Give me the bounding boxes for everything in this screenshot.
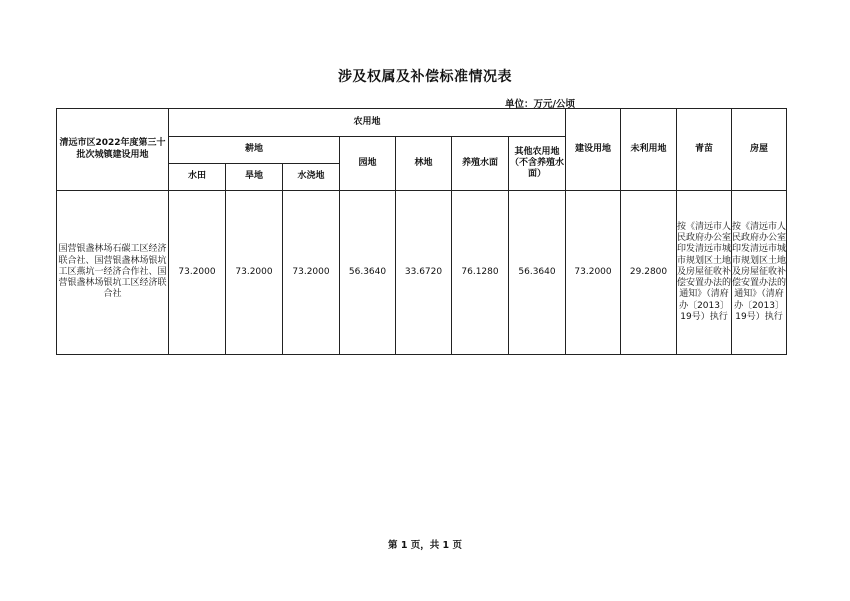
compensation-table	[56, 108, 787, 355]
unused-value: 29.2800	[621, 191, 677, 355]
aquaculture-header: 养殖水面	[452, 137, 509, 191]
unit-label: 单位：万元/公顷	[505, 99, 575, 110]
unused-land-header: 未利用地	[621, 109, 677, 191]
crops-header: 青苗	[677, 109, 732, 191]
houses-header: 房屋	[732, 109, 787, 191]
aquaculture-value: 76.1280	[452, 191, 509, 355]
garden-header: 园地	[340, 137, 396, 191]
agricultural-land-header: 农用地	[169, 109, 566, 137]
orgs-cell: 国营银盏林场石碳工区经济联合社、国营银盏林场银坑工区燕坑一经济合作社、国营银盏林场银坑工区经济联合社	[57, 191, 169, 355]
forest-header: 林地	[396, 137, 452, 191]
forest-value: 33.6720	[396, 191, 452, 355]
other-agri-value: 56.3640	[509, 191, 566, 355]
construction-value: 73.2000	[566, 191, 621, 355]
paddy-header: 水田	[169, 164, 226, 191]
irrigated-value: 73.2000	[283, 191, 340, 355]
paddy-value: 73.2000	[169, 191, 226, 355]
cultivated-land-header: 耕地	[169, 137, 340, 164]
houses-note: 按《清远市人民政府办公室印发清远市城市规划区土地及房屋征收补偿安置办法的通知》（清府办〔2013〕19号）执行	[732, 191, 787, 355]
garden-value: 56.3640	[340, 191, 396, 355]
page-footer: 第 1 页，共 1 页	[388, 540, 462, 551]
page-title: 涉及权属及补偿标准情况表	[338, 69, 512, 85]
dry-land-header: 旱地	[226, 164, 283, 191]
other-agri-header: 其他农用地（不含养殖水面）	[509, 137, 566, 191]
irrigated-header: 水浇地	[283, 164, 340, 191]
table-row	[57, 191, 787, 355]
crops-note: 按《清远市人民政府办公室印发清远市城市规划区土地及房屋征收补偿安置办法的通知》（清府办〔2013〕19号）执行	[677, 191, 732, 355]
project-header: 清远市区2022年度第三十批次城镇建设用地	[57, 109, 169, 191]
dry-value: 73.2000	[226, 191, 283, 355]
construction-land-header: 建设用地	[566, 109, 621, 191]
